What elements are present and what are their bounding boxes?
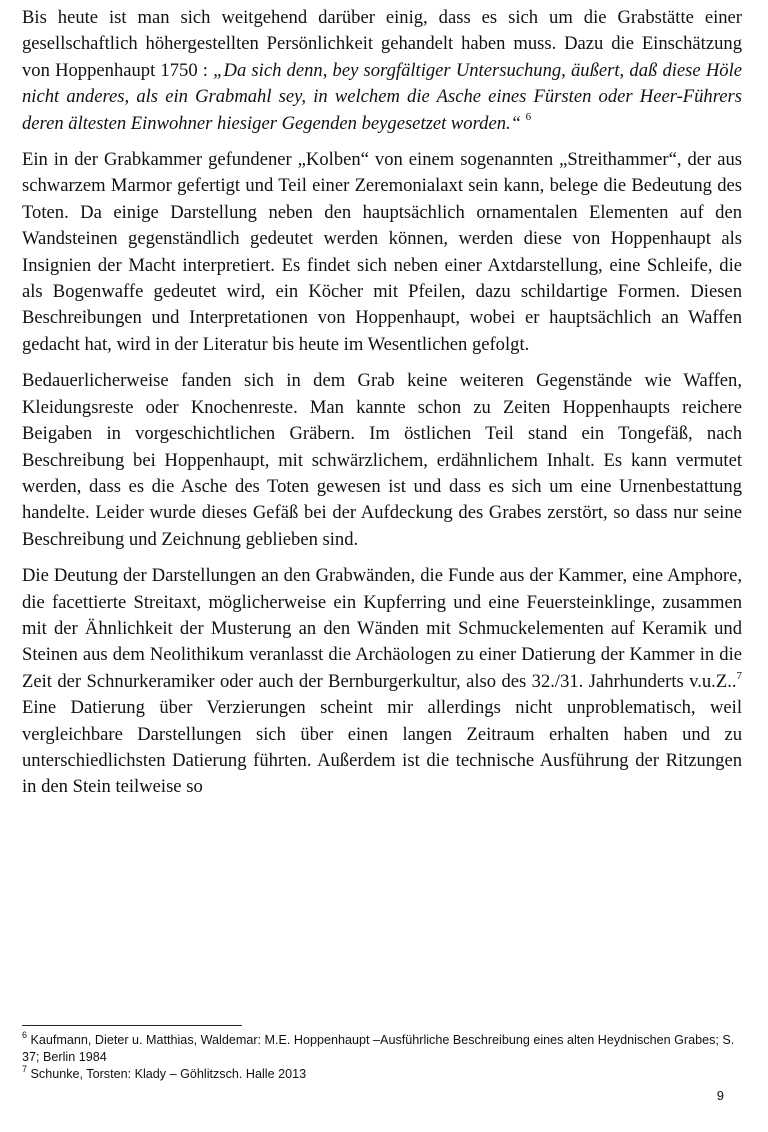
body-text bbox=[22, 5, 742, 801]
footnote-7-number: 7 bbox=[22, 1064, 28, 1075]
footnote-ref-6: 6 bbox=[525, 111, 532, 124]
footnote-6 bbox=[22, 1029, 742, 1066]
paragraph-4-text-a: Die Deutung der Darstellungen an den Grabwänden, die Funde aus der Kammer, eine Amphore, die facettierte Streitaxt, möglicherweise ein Kupferring und eine Feuersteinklinge, zusammen mit der Ähnlichkeit der Musterung an den Wänden mit Schmuckelementen auf Keramik und Steinen aus dem Neolithikum veranlasst die Archäologen zu einer Datierung der Kammer in die Zeit der Schnurkeramiker oder auch der Bernburgerkultur, also des 32./31. Jahrhunderts v.u.Z.. bbox=[22, 565, 742, 692]
footnote-6-number: 6 bbox=[22, 1029, 28, 1040]
footnotes bbox=[22, 1029, 742, 1084]
paragraph-2: Ein in der Grabkammer gefundener „Kolben“ von einem sogenannten „Streithammer“, der aus schwarzem Marmor gefertigt und Teil einer Zeremonialaxt sein kann, belege die Bedeutung des Toten. Da einige Darstellung neben den hauptsächlich ornamentalen Elementen auf den Wandsteinen gegenständlich gedeutet werden können, werden diese von Hoppenhaupt als Insignien der Macht interpretiert. Es findet sich neben einer Axtdarstellung, eine Schleife, die als Bogenwaffe gedeutet wird, ein Köcher mit Pfeilen, dazu schildartige Formen. Diesen Beschreibungen und Interpretationen von Hoppenhaupt, wobei er hauptsächlich an Waffen gedacht hat, wird in der Literatur bis heute im Wesentlichen gefolgt. bbox=[22, 149, 742, 355]
footnote-7-text: Schunke, Torsten: Klady – Göhlitzsch. Halle 2013 bbox=[30, 1067, 307, 1082]
hoppenhaupt-quote: „Da sich denn, bey sorgfältiger Untersuchung, äußert, daß diese Höle nicht anderes, als ein Grabmahl sey, in welchem die Asche eines Fürsten oder Heer-Führers deren ältesten Einwohner hiesiger Gegenden beygesetzet worden.“ bbox=[22, 59, 742, 134]
footnote-separator bbox=[22, 1025, 242, 1026]
paragraph-4 bbox=[22, 563, 742, 801]
footnote-7 bbox=[22, 1066, 742, 1083]
footnote-ref-7: 7 bbox=[736, 669, 742, 682]
footnote-6-text: Kaufmann, Dieter u. Matthias, Waldemar: M.E. Hoppenhaupt –Ausführliche Beschreibung eines alten Heydnischen Grabes; S. 37; Berlin 1984 bbox=[22, 1033, 735, 1065]
paragraph-4-text-b: Eine Datierung über Verzierungen scheint mir allerdings nicht unproblematisch, weil vergleichbare Darstellungen sich über einen langen Zeitraum erhalten haben und zu unterschiedlichsten Datierung führten. Außerdem ist die technische Ausführung der Ritzungen in den Stein teilweise so bbox=[22, 697, 742, 798]
paragraph-3: Bedauerlicherweise fanden sich in dem Grab keine weiteren Gegenstände wie Waffen, Kleidungsreste oder Knochenreste. Man kannte schon zu Zeiten Hoppenhaupts reichere Beigaben in vorgeschichtlichen Gräbern. Im östlichen Teil stand ein Tongefäß, nach Beschreibung bei Hoppenhaupt, mit schwärzlichem, erdähnlichem Inhalt. Es kann vermutet werden, dass es die Asche des Toten gewesen ist und dass es sich um eine Urnenbestattung handelte. Leider wurde dieses Gefäß bei der Aufdeckung des Grabes zerstört, so dass nur seine Beschreibung und Zeichnung geblieben sind. bbox=[22, 370, 742, 550]
paragraph-1 bbox=[22, 5, 742, 137]
page-number: 9 bbox=[716, 1088, 724, 1103]
paragraph-1-text: Bis heute ist man sich weitgehend darüber einig, dass es sich um die Grabstätte einer gesellschaftlich höhergestellten Persönlichkeit gehandelt haben muss. Dazu die Einschätzung von Hoppenhaupt 1750 : bbox=[22, 7, 742, 81]
